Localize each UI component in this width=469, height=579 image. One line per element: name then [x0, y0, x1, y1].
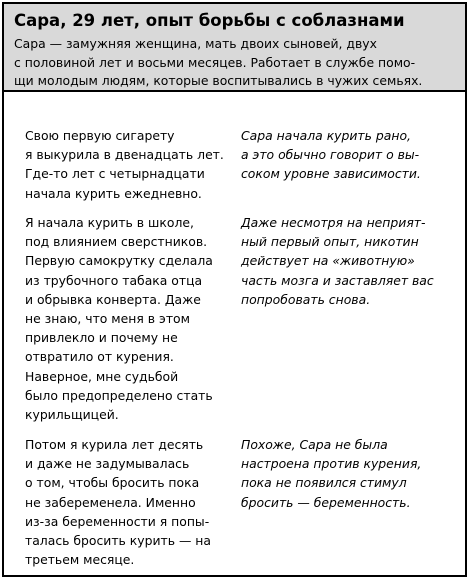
comment-text: [241, 213, 461, 309]
story-line: привлекло и почему не: [25, 330, 178, 346]
story-line: начала курить ежедневно.: [25, 185, 202, 201]
comment-line: настроена против курения,: [241, 456, 422, 472]
story-line: отвратило от курения.: [25, 349, 174, 365]
story-line: о том, чтобы бросить пока: [25, 475, 200, 491]
story-line: не забеременела. Именно: [25, 494, 196, 510]
comment-line: действует на «животную»: [241, 253, 415, 269]
comment-text: [241, 435, 461, 512]
story-line: Первую самокрутку сделала: [25, 253, 213, 269]
story-line: было предопределено стать: [25, 387, 213, 403]
box-header: [4, 4, 465, 92]
story-line: я выкурила в двенадцать лет.: [25, 147, 224, 163]
comment-text: [241, 126, 461, 184]
story-line: Потом я курила лет десять: [25, 437, 204, 452]
intro-line: щи молодым людям, которые воспитывались в чужих семьях.: [14, 73, 423, 88]
intro-line: Сара — замужняя женщина, мать двоих сыновей, двух: [14, 36, 377, 51]
story-line: Наверное, мне судьбой: [25, 368, 179, 384]
story-line: и обрывка конверта. Даже: [25, 291, 201, 307]
story-line: третьем месяце.: [25, 552, 135, 568]
comment-line: Похоже, Сара не была: [241, 437, 388, 452]
comment-line: Даже несмотря на неприят-: [241, 215, 426, 230]
comment-line: часть мозга и заставляет вас: [241, 272, 434, 288]
story-line: под влиянием сверстников.: [25, 234, 208, 250]
comment-line: а это обычно говорит о вы-: [241, 147, 420, 163]
story-line: из трубочного табака отца: [25, 272, 203, 288]
comment-line: Сара начала курить рано,: [241, 128, 411, 143]
story-line: талась бросить курить — на: [25, 533, 212, 549]
story-line: из-за беременности я попы-: [25, 513, 210, 529]
story-line: Где-то лет с четырнадцати: [25, 166, 205, 182]
story-line: не знаю, что меня в этом: [25, 311, 190, 327]
story-text: [25, 126, 225, 203]
box-title: Сара, 29 лет, опыт борьбы с соблазнами: [14, 11, 405, 30]
comment-line: соком уровне зависимости.: [241, 166, 421, 182]
comment-line: бросить — беременность.: [241, 494, 411, 510]
story-line: и даже не задумывалась: [25, 456, 190, 472]
story-text: [25, 213, 225, 424]
intro-line: с половиной лет и восьми месяцев. Работает в службе помо-: [14, 54, 416, 70]
story-line: Я начала курить в школе,: [25, 215, 194, 230]
story-line: курильщицей.: [25, 407, 119, 423]
story-text: [25, 435, 225, 569]
comment-line: пока не появился стимул: [241, 475, 407, 491]
story-line: Свою первую сигарету: [25, 128, 175, 143]
comment-line: попробовать снова.: [241, 291, 371, 307]
sidebar-box: [2, 2, 467, 577]
intro-paragraph: [14, 35, 455, 91]
comment-line: ный первый опыт, никотин: [241, 234, 419, 250]
